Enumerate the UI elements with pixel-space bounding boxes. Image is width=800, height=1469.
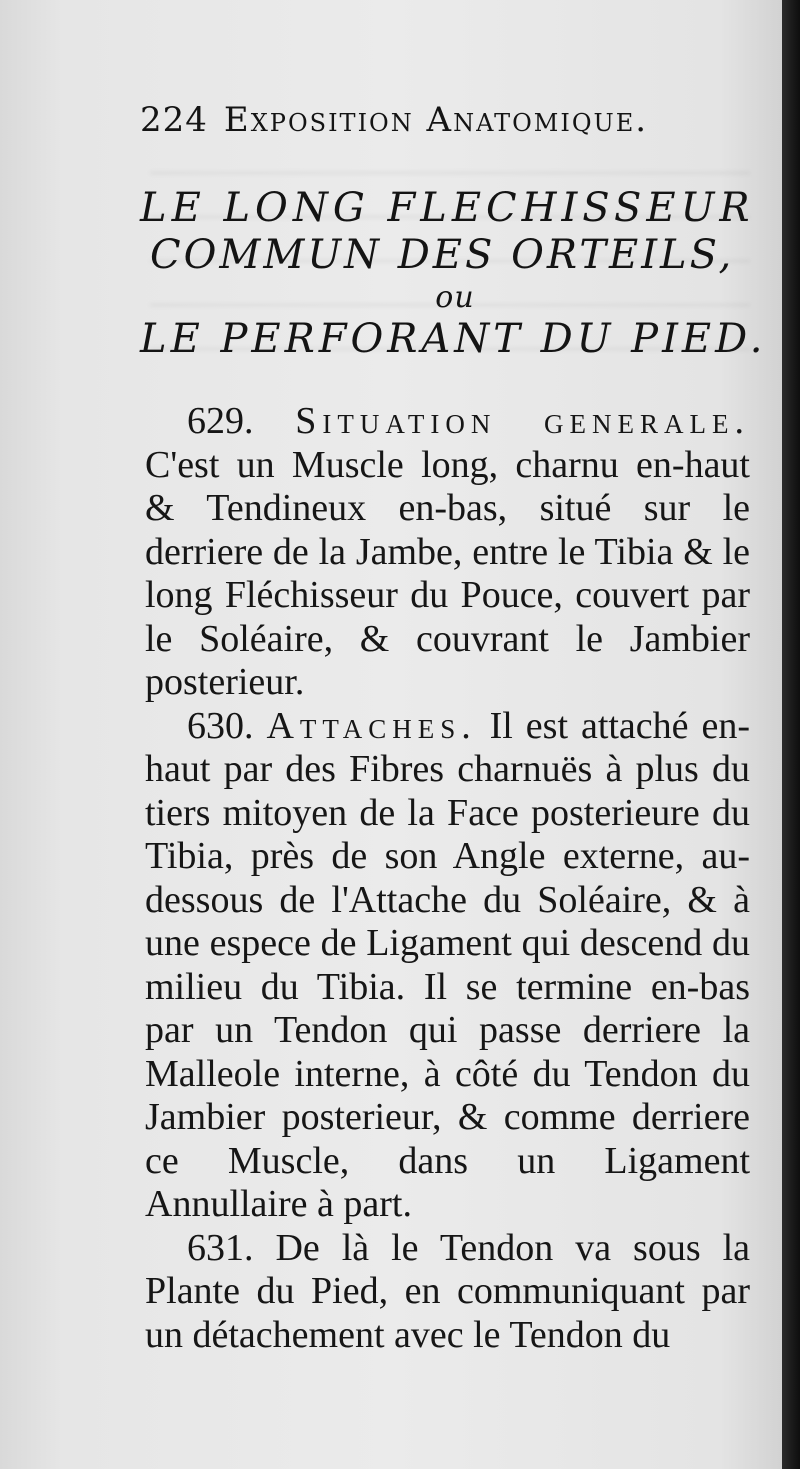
paragraph-629 [145,400,750,705]
running-title: Exposition Anatomique. [223,100,649,140]
paragraph-text: Il est attaché en-haut par des Fibres charnuës à plus du tiers mitoyen de la Face posterieure du Tibia, près de son Angle externe, au-dessous de l'Attache du Soléaire, & à une espece de Ligament qui descend du milieu du Tibia. Il se termine en-bas par un Tendon qui passe derriere la Malleole interne, à côté du Tendon du Jambier posterieur, & comme derriere ce Muscle, dans un Ligament Annullaire à part. [145,704,750,1225]
paragraph-heading: Attaches. [266,704,477,747]
paragraph-630 [145,705,750,1227]
paragraph-heading: Situation generale. [295,400,751,442]
section-title-connector: ou [435,280,475,315]
paragraph-number: 630. [187,704,254,747]
paragraph-text: C'est un Muscle long, charnu en-haut & Tendineux en-bas, situé sur le derriere de la Jambe, entre le Tibia & le long Fléchisseur du Pouce, couvert par le Soléaire, & couvrant le Jambier posterieur. [145,443,750,703]
paragraph-number: 629. [187,400,254,442]
body-text [145,400,750,1357]
page-number: 224 [140,100,208,140]
section-title-line-1: LE LONG FLECHISSEUR [140,185,755,231]
paragraph-631 [145,1227,750,1358]
page-edge [782,0,800,1469]
paragraph-number: 631. [187,1226,254,1269]
section-title-line-2: COMMUN DES ORTEILS, [150,232,735,278]
section-title-line-4: LE PERFORANT DU PIED. [140,316,767,362]
paragraph-text: De là le Tendon va sous la Plante du Pied, en communiquant par un détachement avec le Tendon du [145,1226,751,1356]
running-head [140,100,648,140]
